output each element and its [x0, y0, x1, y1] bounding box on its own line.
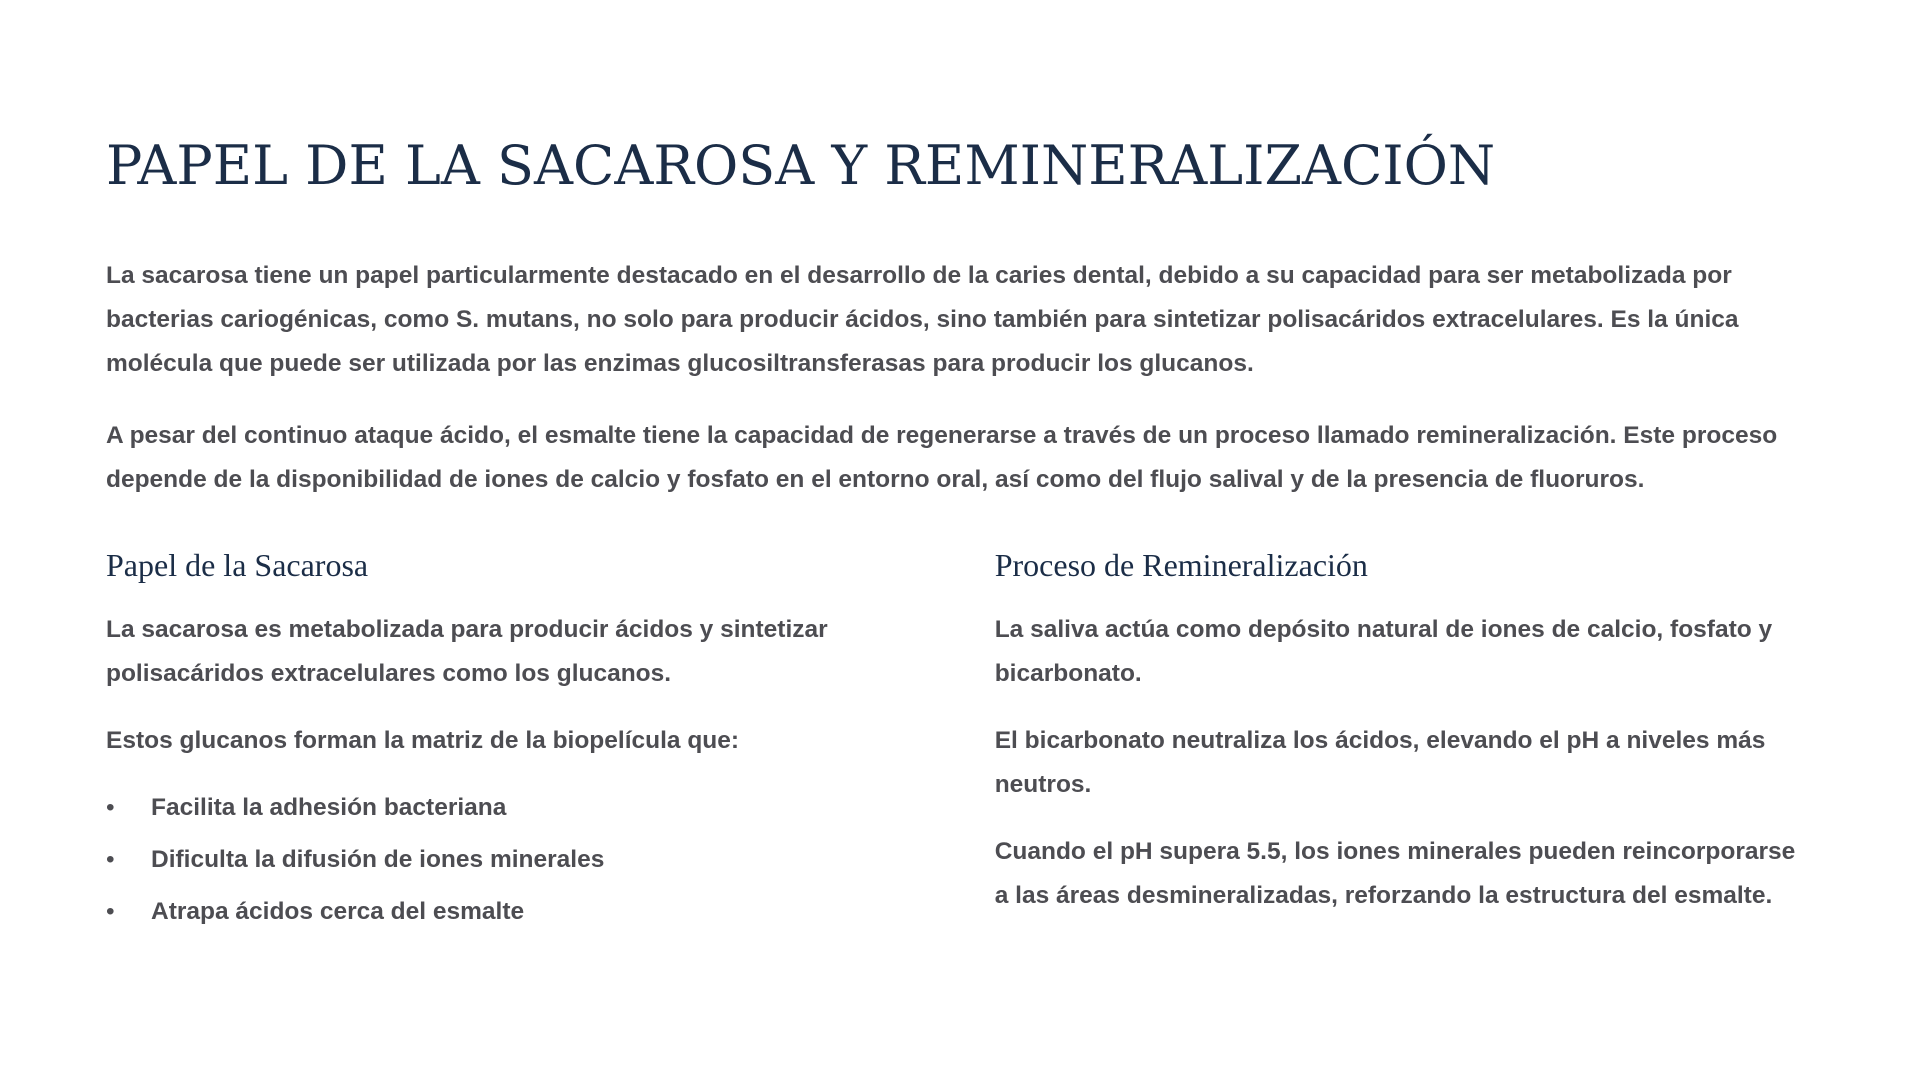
column-remineralizacion [995, 540, 1814, 942]
list-item [106, 786, 995, 830]
sacarosa-paragraph-1: La sacarosa es metabolizada para producir ácidos y sintetizar polisacáridos extracelulares como los glucanos. [106, 616, 828, 687]
intro-paragraph-sacarosa: La sacarosa tiene un papel particularmente destacado en el desarrollo de la caries dental, debido a su capacidad para ser metabolizada por bacterias cariogénicas, como S. mutans, no solo para producir ácidos, sino también para sintetizar polisacáridos extracelulares. Es la única molécula que puede ser utilizada por las enzimas glucosiltransferasas para producir los glucanos. [106, 262, 1739, 377]
page-title: PAPEL DE LA SACAROSA Y REMINERALIZACIÓN [106, 134, 1496, 197]
column-heading-sacarosa: Papel de la Sacarosa [106, 547, 369, 583]
column-papel-sacarosa [106, 540, 995, 942]
list-item [106, 838, 995, 882]
bullet-icon: • [106, 846, 115, 873]
bullet-icon: • [106, 898, 115, 925]
remineralizacion-paragraph-3: Cuando el pH supera 5.5, los iones minerales pueden reincorporarse a las áreas desmineralizadas, reforzando la estructura del esmalte. [994, 838, 1796, 909]
intro-section [106, 254, 1814, 502]
bullet-icon: • [106, 794, 115, 821]
remineralizacion-paragraph-1: La saliva actúa como depósito natural de iones de calcio, fosfato y bicarbonato. [994, 616, 1773, 687]
column-heading-remineralizacion: Proceso de Remineralización [994, 547, 1368, 583]
sacarosa-paragraph-2: Estos glucanos forman la matriz de la biopelícula que: [106, 727, 740, 754]
list-item [106, 890, 995, 934]
list-item-text: Atrapa ácidos cerca del esmalte [151, 898, 525, 925]
biopelicula-bullet-list [106, 786, 995, 934]
intro-paragraph-remineralizacion: A pesar del continuo ataque ácido, el esmalte tiene la capacidad de regenerarse a través de un proceso llamado remineralización. Este proceso depende de la disponibilidad de iones de calcio y fosfato en el entorno oral, así como del flujo salival y de la presencia de fluoruros. [106, 422, 1778, 493]
remineralizacion-paragraph-2: El bicarbonato neutraliza los ácidos, elevando el pH a niveles más neutros. [994, 727, 1766, 798]
list-item-text: Dificulta la difusión de iones minerales [151, 846, 605, 873]
two-column-section [106, 540, 1814, 942]
list-item-text: Facilita la adhesión bacteriana [151, 794, 507, 821]
